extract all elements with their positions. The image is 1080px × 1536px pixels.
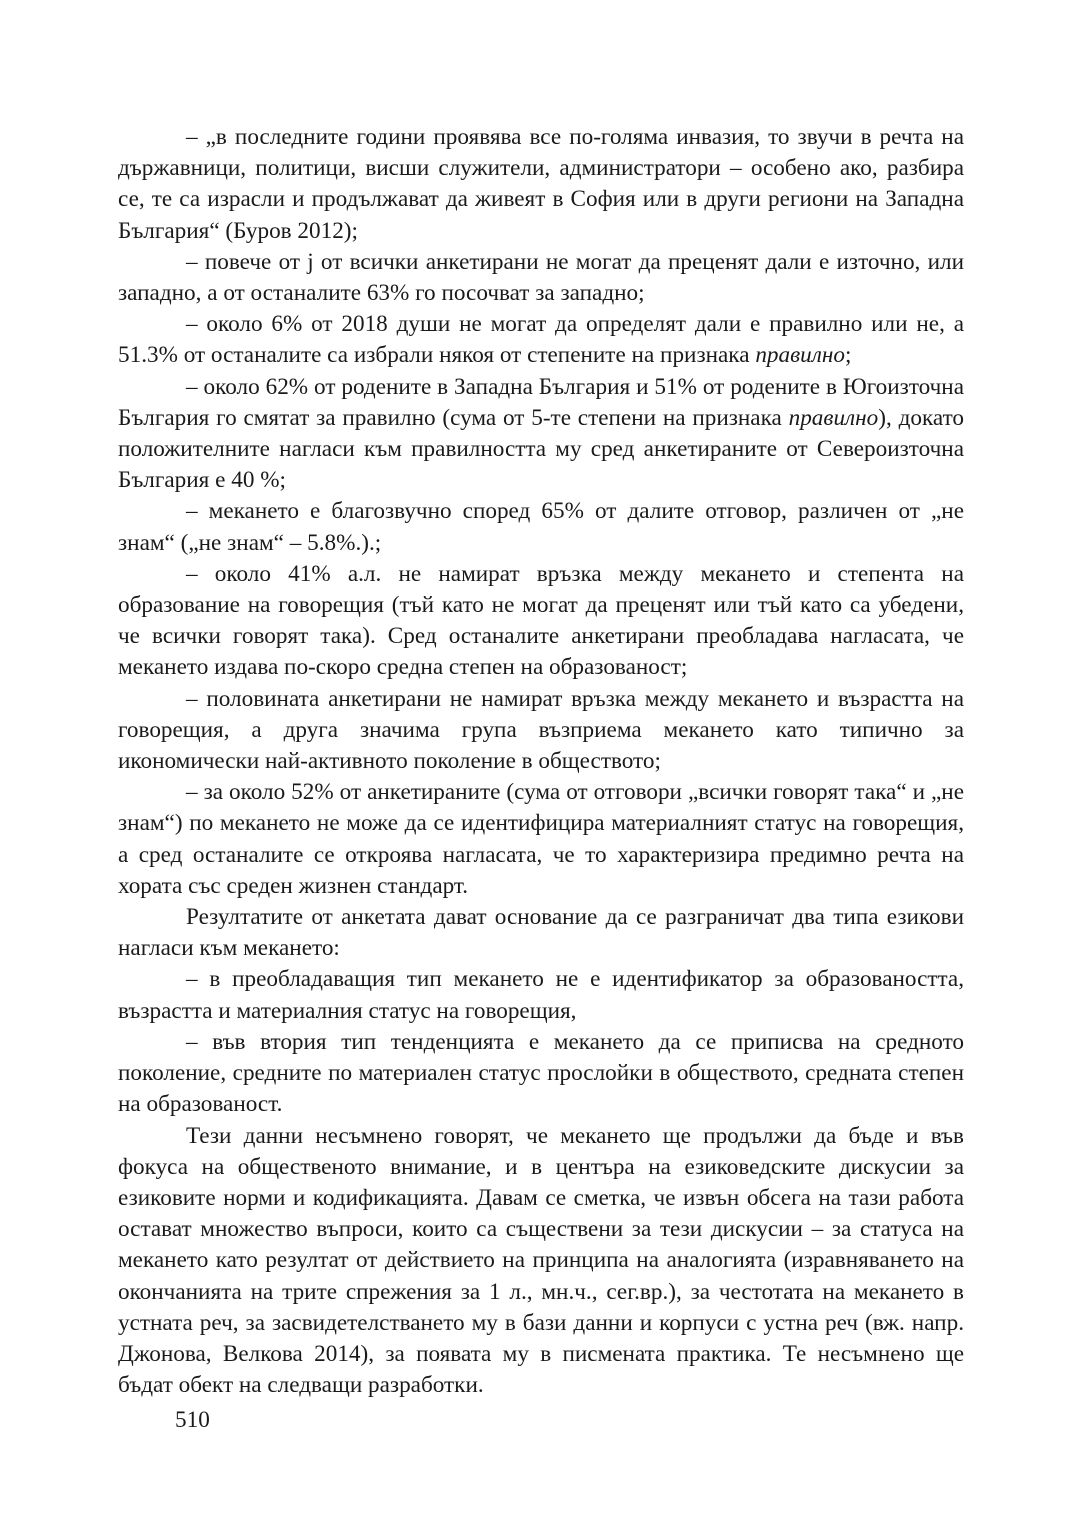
paragraph-text: Резултатите от анкетата дават основание да се разграничат два типа езикови нагласи към мекането:	[118, 904, 964, 962]
paragraph-text: – половината анкетирани не намират връзка между мекането и възрастта на говорещия, а друга значима група възприема мекането като типично за икономически най-активното поколение в обществото;	[118, 685, 964, 775]
paragraph-text: – „в последните години проявява все по-голяма инвазия, то звучи в речта на държавници, политици, висши служители, администратори – особено ако, разбира се, те са израсли и продължават да живеят в София или в други региони на Западна България“ (Буров 2012);	[118, 124, 964, 244]
paragraph-text: ), докато положителните нагласи към правилността му сред анкетираните от Североизточна България е 40 %;	[118, 404, 964, 494]
paragraph-euphony	[118, 496, 964, 558]
paragraph-text: – повече от j от всички анкетирани не могат да преценят дали е източно, или западно, а от останалите 63% го посочват за западно;	[118, 248, 964, 307]
paragraph-text: – за около 52% от анкетираните (сума от отговори „всички говорят така“ и „не знам“) по мекането не може да се идентифицира материалният статус на говорещия, а сред останалите се откроява нагласата, че то характеризира предимно речта на хората със среден жизнен стандарт.	[118, 779, 964, 899]
document-body	[118, 122, 964, 1401]
paragraph-type-one	[118, 964, 964, 1026]
paragraph-east-west	[118, 247, 964, 309]
paragraph-text: – около 62% от родените в Западна България и 51% от родените в Югоизточна България го смятат за правилно (сума от 5-те степени на признака	[118, 373, 964, 431]
page-number: 510	[175, 1407, 210, 1433]
paragraph-type-two	[118, 1027, 964, 1121]
italic-term: правилно	[788, 404, 879, 431]
paragraph-conclusion	[118, 1121, 964, 1402]
paragraph-text: – мекането е благозвучно според 65% от далите отговор, различен от „не знам“ („не знам“ – 5.8%.).;	[118, 498, 964, 556]
paragraph-text: – в преобладаващия тип мекането не е идентификатор за образоваността, възрастта и материалния статус на говорещия,	[118, 966, 964, 1024]
paragraph-text: Тези данни несъмнено говорят, че мекането ще продължи да бъде и във фокуса на общественото внимание, и в центъра на езиковедските дискусии за езиковите норми и кодификацията. Давам се сметка, че извън обсега на тази работа остават множество въпроси, които са съществени за тези дискусии – за статуса на мекането като резултат от действието на принципа на аналогията (изравняването на окончанията на трите спрежения за 1 л., мн.ч., сег.вр.), за честотата на мекането в устната реч, за засвидетелстването му в бази данни и корпуси с устна реч (вж. напр. Джонова, Велкова 2014), за появата му в писмената практика. Те несъмнено ще бъдат обект на следващи разработки.	[118, 1122, 964, 1399]
paragraph-text: ;	[844, 342, 852, 369]
paragraph-text: – около 6% от 2018 души не могат да определят дали е правилно или не, а 51.3% от останалите са избрали някоя от степените на признака	[118, 311, 964, 369]
paragraph-results	[118, 902, 964, 964]
italic-term: правилно	[755, 342, 845, 369]
paragraph-regions	[118, 372, 964, 497]
paragraph-text: – във втория тип тенденцията е мекането да се приписва на средното поколение, средните по материален статус прослойки в обществото, средната степен на образованост.	[118, 1028, 964, 1118]
paragraph-correctness	[118, 309, 964, 371]
paragraph-education	[118, 559, 964, 684]
paragraph-quote-burov	[118, 122, 964, 247]
paragraph-age	[118, 684, 964, 778]
paragraph-material-status	[118, 777, 964, 902]
paragraph-text: – около 41% а.л. не намират връзка между мекането и степента на образование на говорещия (тъй като не могат да преценят или тъй като са убедени, че всички говорят така). Сред останалите анкетирани преобладава нагласата, че мекането издава по-скоро средна степен на образованост;	[118, 560, 964, 681]
